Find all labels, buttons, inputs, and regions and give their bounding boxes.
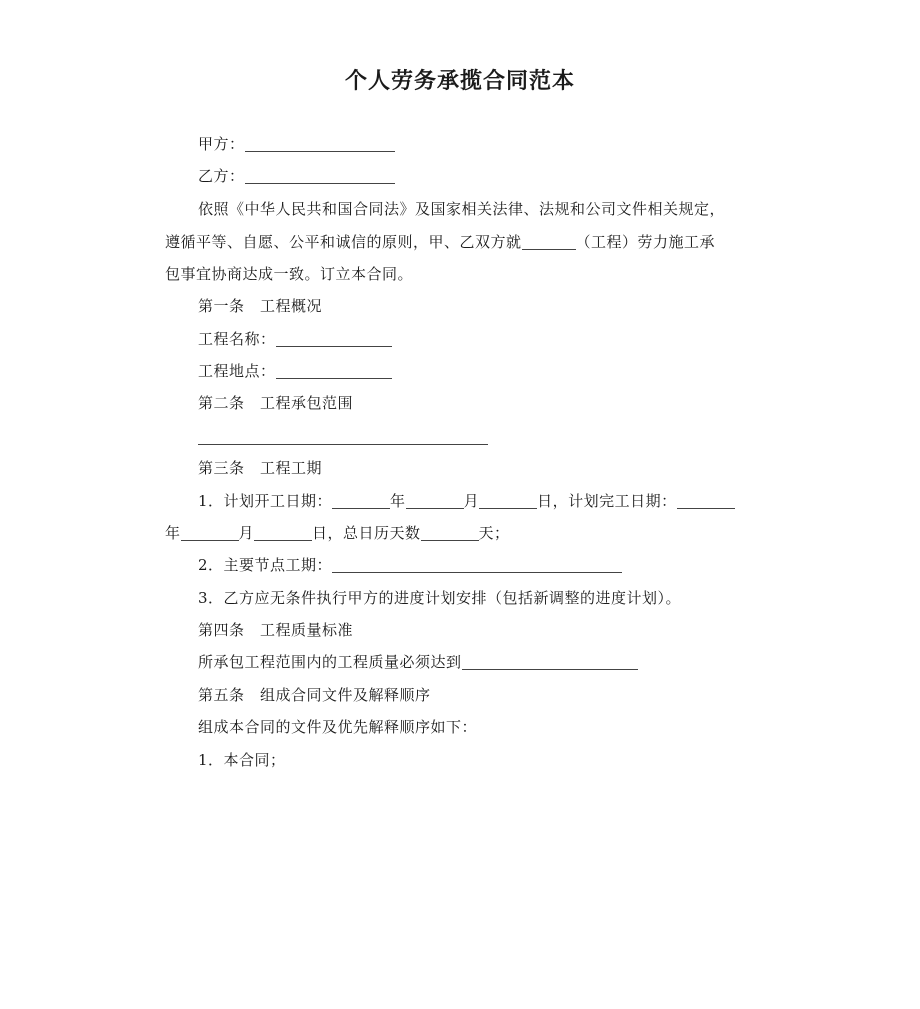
end-month-blank[interactable] [181, 526, 239, 541]
project-blank[interactable] [522, 235, 576, 250]
intro-line-2 [165, 232, 715, 252]
start-year-blank[interactable] [332, 494, 390, 509]
party-a-label: 甲方： [198, 135, 245, 153]
milestone-line [198, 555, 622, 575]
year-text-2: 年 [165, 524, 181, 542]
schedule-clause-3: 3．乙方应无条件执行甲方的进度计划安排（包括新调整的进度计划）。 [198, 589, 682, 607]
article-1-title: 第一条 工程概况 [198, 297, 323, 315]
start-month-blank[interactable] [406, 494, 464, 509]
schedule-line-2 [165, 523, 510, 543]
quality-line [198, 652, 638, 672]
party-b-line [198, 166, 395, 186]
party-b-label: 乙方： [198, 167, 245, 185]
schedule-line-1 [198, 491, 735, 511]
order-intro: 组成本合同的文件及优先解释顺序如下： [198, 718, 478, 736]
article-3-title: 第三条 工程工期 [198, 459, 323, 477]
article-5-title: 第五条 组成合同文件及解释顺序 [198, 686, 431, 704]
article-4-title: 第四条 工程质量标准 [198, 621, 354, 639]
milestone-blank[interactable] [332, 558, 622, 573]
intro-line-1: 依照《中华人民共和国合同法》及国家相关法律、法规和公司文件相关规定， [198, 200, 726, 218]
project-site-blank[interactable] [276, 364, 392, 379]
party-a-blank[interactable] [245, 137, 395, 152]
month-text-2: 月 [238, 524, 255, 542]
days-text: 天； [478, 524, 510, 542]
end-day-blank[interactable] [254, 526, 312, 541]
month-text: 月 [463, 492, 480, 510]
project-name-label: 工程名称： [198, 330, 276, 348]
document-title: 个人劳务承揽合同范本 [344, 69, 575, 94]
quality-label: 所承包工程范围内的工程质量必须达到 [198, 653, 462, 671]
project-name-line [198, 329, 392, 349]
project-site-line [198, 361, 392, 381]
scope-blank[interactable] [198, 430, 488, 445]
intro-text-2a: 遵循平等、自愿、公平和诚信的原则，甲、乙双方就 [165, 233, 522, 251]
total-days-label: 日，总日历天数 [312, 524, 421, 542]
order-item-1: 1．本合同； [198, 751, 286, 769]
intro-line-3: 包事宜协商达成一致。订立本合同。 [165, 265, 414, 283]
start-day-blank[interactable] [479, 494, 537, 509]
project-name-blank[interactable] [276, 332, 392, 347]
party-a-line [198, 134, 395, 154]
project-site-label: 工程地点： [198, 362, 276, 380]
article-2-title: 第二条 工程承包范围 [198, 394, 354, 412]
intro-text-2b: （工程）劳力施工承 [575, 233, 716, 251]
end-date-label: 日，计划完工日期： [537, 492, 677, 510]
milestone-label: 2．主要节点工期： [198, 556, 333, 574]
party-b-blank[interactable] [245, 169, 395, 184]
scope-line [198, 427, 488, 447]
start-date-label: 1．计划开工日期： [198, 492, 333, 510]
end-year-blank[interactable] [677, 494, 735, 509]
quality-blank[interactable] [462, 655, 638, 670]
total-days-blank[interactable] [421, 526, 479, 541]
year-text: 年 [390, 492, 406, 510]
